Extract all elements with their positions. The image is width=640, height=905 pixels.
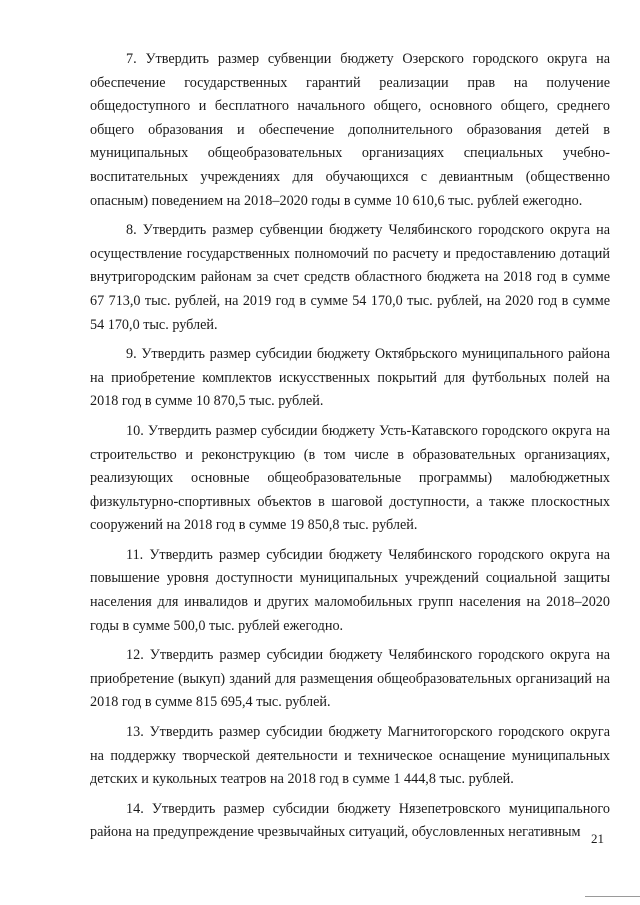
paragraph-10: 10. Утвердить размер субсидии бюджету Усть-Катавского городского округа на строительство и реконструкцию (в том числе в образовательных организациях, реализующих основные общеобразовательные программы) малобюджетных физкультурно-спортивных объектов в шаговой доступности, а также плоскостных сооружений на 2018 год в сумме 19 850,8 тыс. рублей.	[90, 422, 610, 534]
paragraph-11: 11. Утвердить размер субсидии бюджету Челябинского городского округа на повышение уровня доступности муниципальных учреждений социальной защиты населения для инвалидов и других маломобильных групп населения на 2018–2020 годы в сумме 500,0 тыс. рублей ежегодно.	[90, 546, 610, 634]
paragraph-7: 7. Утвердить размер субвенции бюджету Озерского городского округа на обеспечение государственных гарантий реализации прав на получение общедоступного и бесплатного начального общего, основного общего, среднего общего образования и обеспечение дополнительного образования детей в муниципальных общеобразовательных организациях специальных учебно-воспитательных учреждениях для обучающихся с девиантным (общественно опасным) поведением на 2018–2020 годы в сумме 10 610,6 тыс. рублей ежегодно.	[90, 51, 610, 209]
paragraph-13: 13. Утвердить размер субсидии бюджету Магнитогорского городского округа на поддержку творческой деятельности и техническое оснащение муниципальных детских и кукольных театров на 2018 год в сумме 1 444,8 тыс. рублей.	[90, 724, 610, 788]
page-number: 21	[591, 831, 604, 846]
paragraph-9: 9. Утвердить размер субсидии бюджету Октябрьского муниципального района на приобретение комплектов искусственных покрытий для футбольных полей на 2018 год в сумме 10 870,5 тыс. рублей.	[90, 346, 610, 410]
paragraph-12: 12. Утвердить размер субсидии бюджету Челябинского городского округа на приобретение (выкуп) зданий для размещения общеобразовательных организаций на 2018 год в сумме 815 695,4 тыс. рублей.	[90, 647, 610, 711]
paragraph-14: 14. Утвердить размер субсидии бюджету Нязепетровского муниципального района на предупреждение чрезвычайных ситуаций, обусловленных негативным	[90, 800, 610, 841]
footer-divider	[585, 896, 640, 897]
paragraph-8: 8. Утвердить размер субвенции бюджету Челябинского городского округа на осуществление государственных полномочий по расчету и предоставлению дотаций внутригородским районам за счет средств областного бюджета на 2018 год в сумме 67 713,0 тыс. рублей, на 2019 год в сумме 54 170,0 тыс. рублей, на 2020 год в сумме 54 170,0 тыс. рублей.	[90, 222, 610, 333]
document-page	[90, 48, 610, 851]
